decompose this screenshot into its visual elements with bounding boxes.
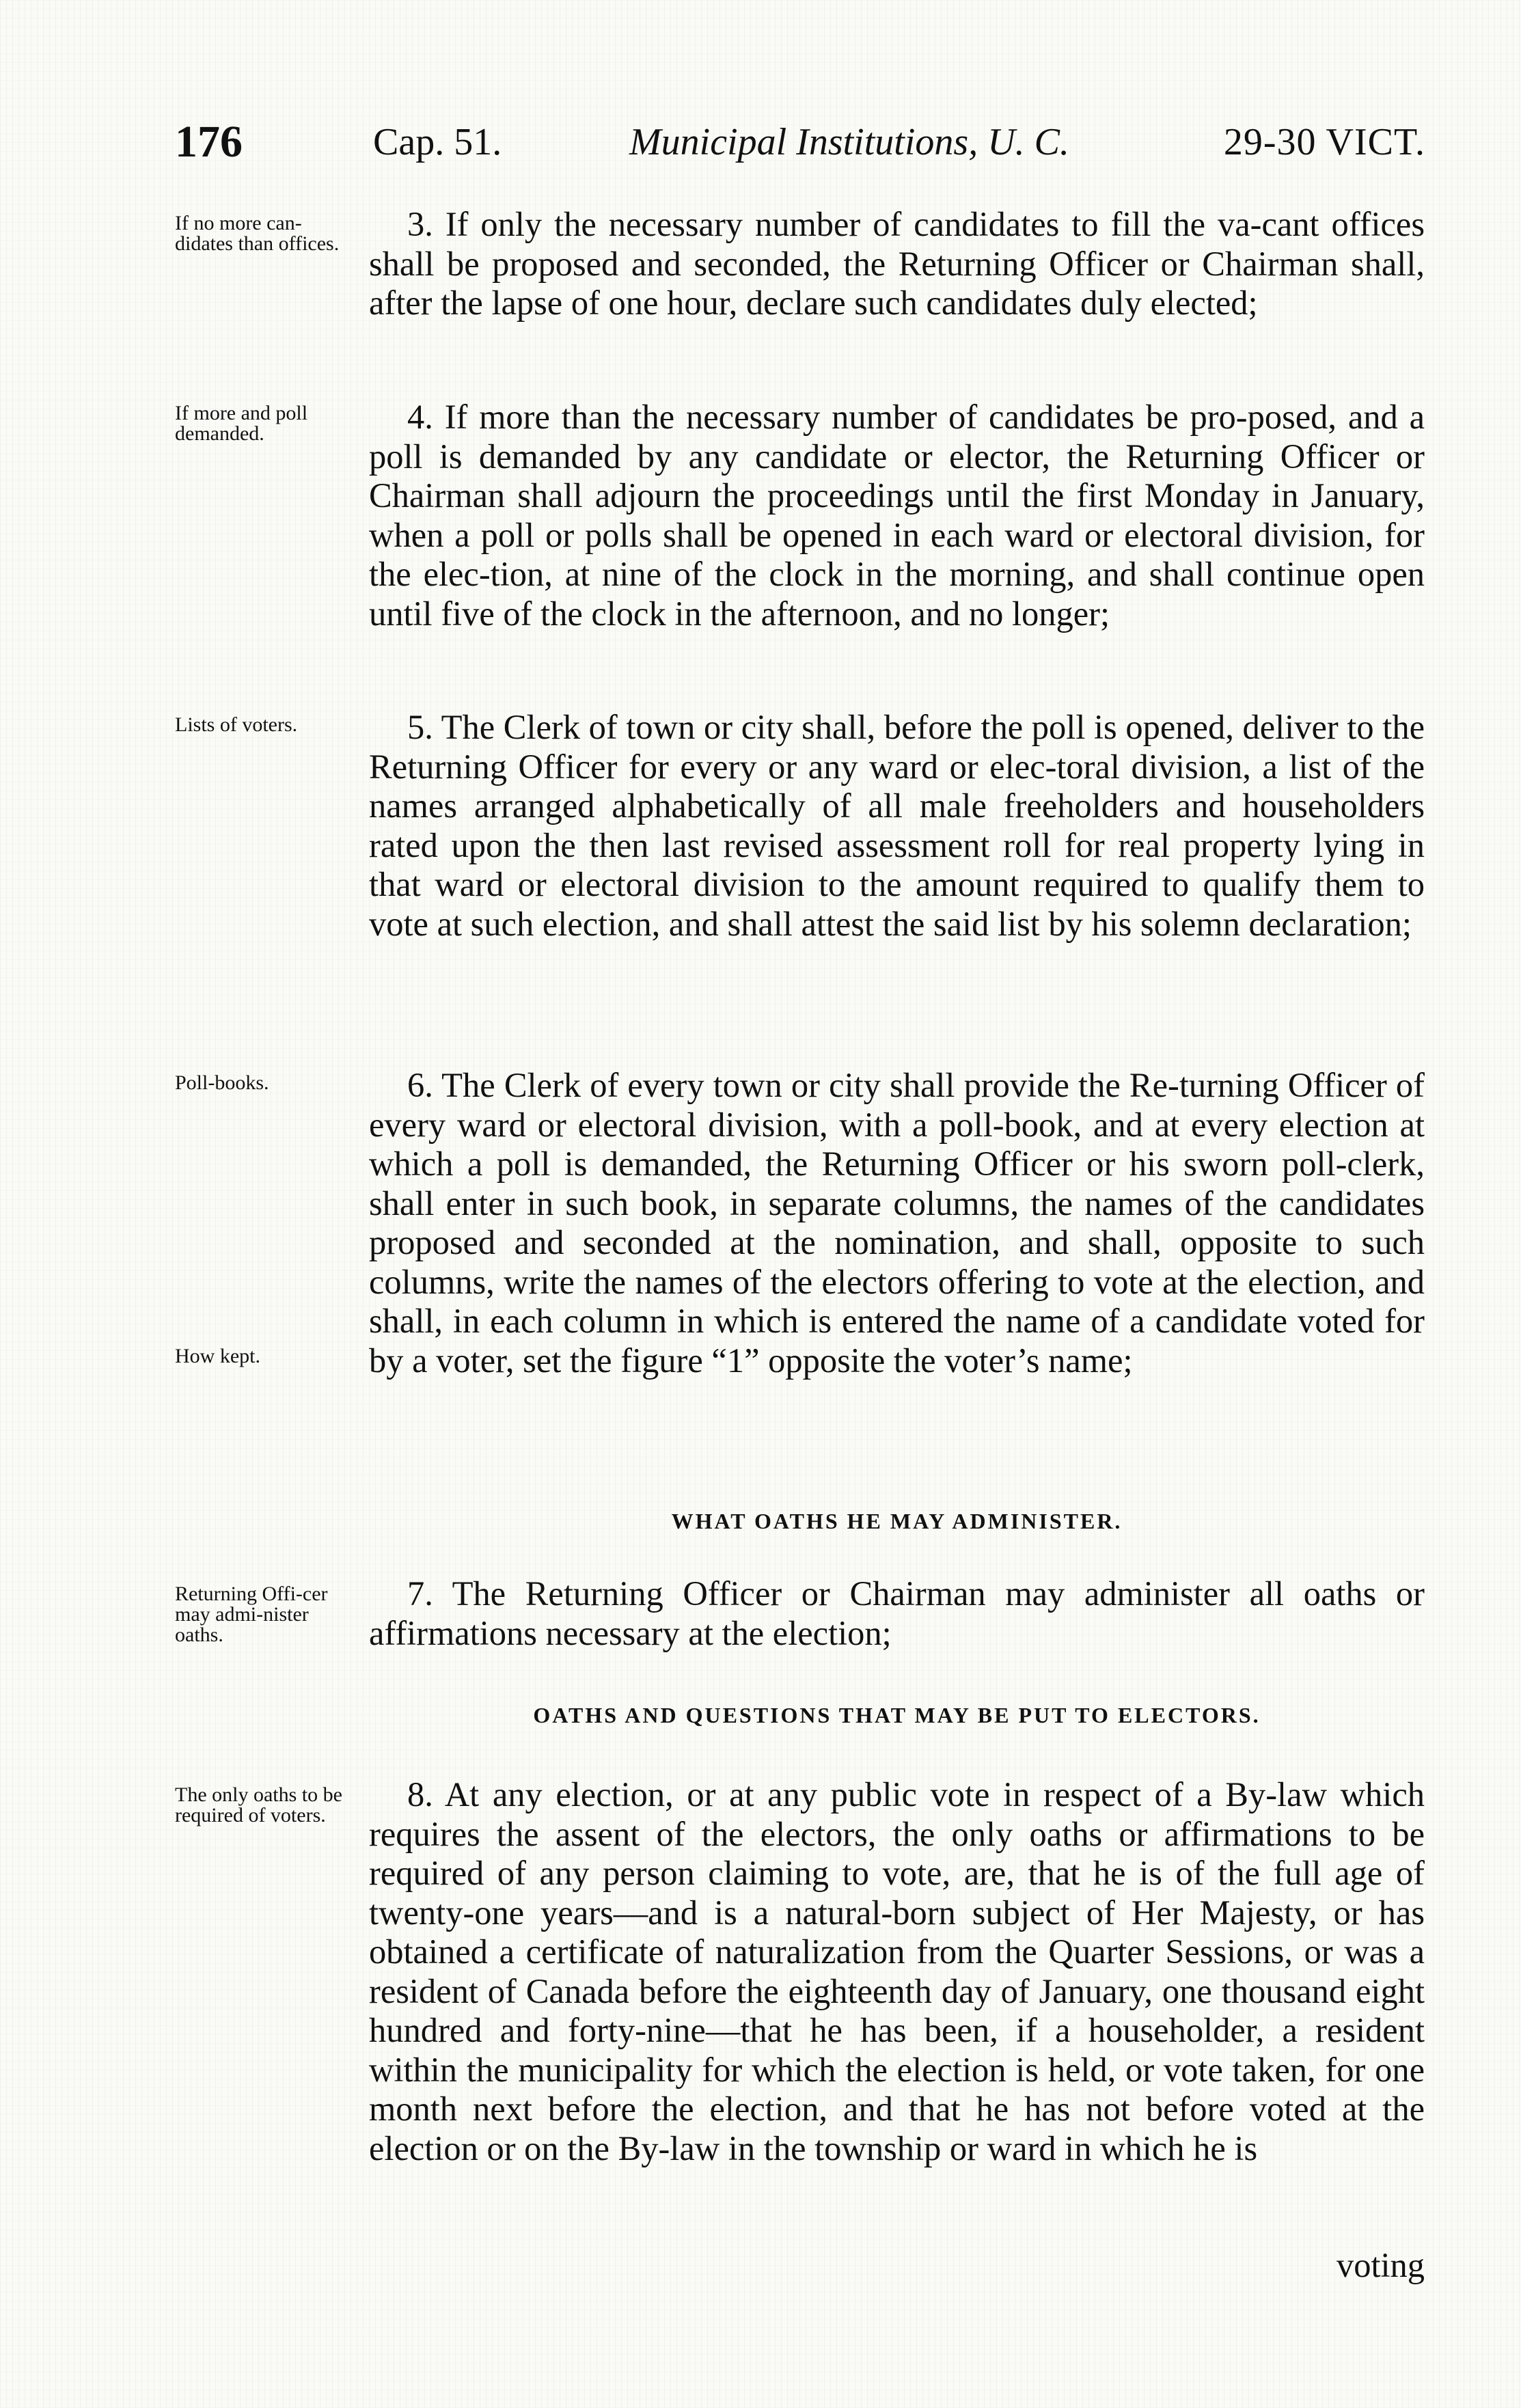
page-header [175, 117, 1425, 175]
margin-note-section-3: If no more can-didates than offices. [175, 212, 340, 255]
margin-note-section-7: Returning Offi-cer may admi-nister oaths. [175, 1583, 328, 1646]
margin-note-how-kept: How kept. [175, 1345, 260, 1367]
session-label: 29-30 VICT. [1223, 121, 1425, 163]
catchword: voting [1336, 2246, 1425, 2284]
chapter-label: Cap. 51. [373, 121, 502, 163]
heading-oaths-questions: OATHS AND QUESTIONS THAT MAY BE PUT TO ELECTORS. [533, 1703, 1261, 1727]
section-8-text: 8. At any election, or at any public vote in respect of a By-law which requires the assent of the electors, the only oaths or affirmations to be required of any person claiming to vote, are, that he is of the full age of twenty-one years—and is a natural-born subject of Her Majesty, or has obtained a certificate of naturalization from the Quarter Sessions, or was a resident of Canada before the eighteenth day of January, one thousand eight hundred and forty-nine—that he has been, if a householder, a resident within the municipality for which the election is held, or vote taken, for one month next before the election, and that he has not before voted at the election or on the By-law in the township or ward in which he is [369, 1775, 1425, 2167]
section-6-text: 6. The Clerk of every town or city shall provide the Re-turning Officer of every ward or electoral division, with a poll-book, and at every election at which a poll is demanded, the Returning Officer or his sworn poll-clerk, shall enter in such book, in separate columns, the names of the candidates proposed and seconded at the nomination, and shall, opposite to such columns, write the names of the electors offering to vote at the election, and shall, in each column in which is entered the name of a candidate voted for by a voter, set the figure “1” opposite the voter’s name; [369, 1066, 1425, 1380]
heading-oaths-administer: WHAT OATHS HE MAY ADMINISTER. [671, 1509, 1123, 1533]
margin-note-section-5: Lists of voters. [175, 713, 298, 736]
section-7-text: 7. The Returning Officer or Chairman may administer all oaths or affirmations necessary at the election; [369, 1574, 1425, 1652]
margin-note-section-6: Poll-books. [175, 1071, 269, 1094]
page-number: 176 [175, 117, 243, 167]
section-3-text: 3. If only the necessary number of candidates to fill the va-cant offices shall be proposed and seconded, the Returning Officer or Chairman shall, after the lapse of one hour, declare such candidates duly elected; [369, 205, 1425, 322]
section-4-text: 4. If more than the necessary number of candidates be pro-posed, and a poll is demanded by any candidate or elector, the Returning Officer or Chairman shall adjourn the proceedings until the first Monday in January, when a poll or polls shall be opened in each ward or electoral division, for the elec-tion, at nine of the clock in the morning, and shall continue open until five of the clock in the afternoon, and no longer; [369, 398, 1425, 633]
section-5-text: 5. The Clerk of town or city shall, before the poll is opened, deliver to the Returning Officer for every or any ward or elec-toral division, a list of the names arranged alphabetically of all male freeholders and householders rated upon the then last revised assessment roll for real property lying in that ward or electoral division to the amount required to qualify them to vote at such election, and shall attest the said list by his solemn declaration; [369, 708, 1425, 943]
margin-note-section-8: The only oaths to be required of voters. [175, 1783, 342, 1826]
margin-note-section-4: If more and poll demanded. [175, 402, 308, 445]
running-title: Municipal Institutions, U. C. [629, 121, 1069, 163]
